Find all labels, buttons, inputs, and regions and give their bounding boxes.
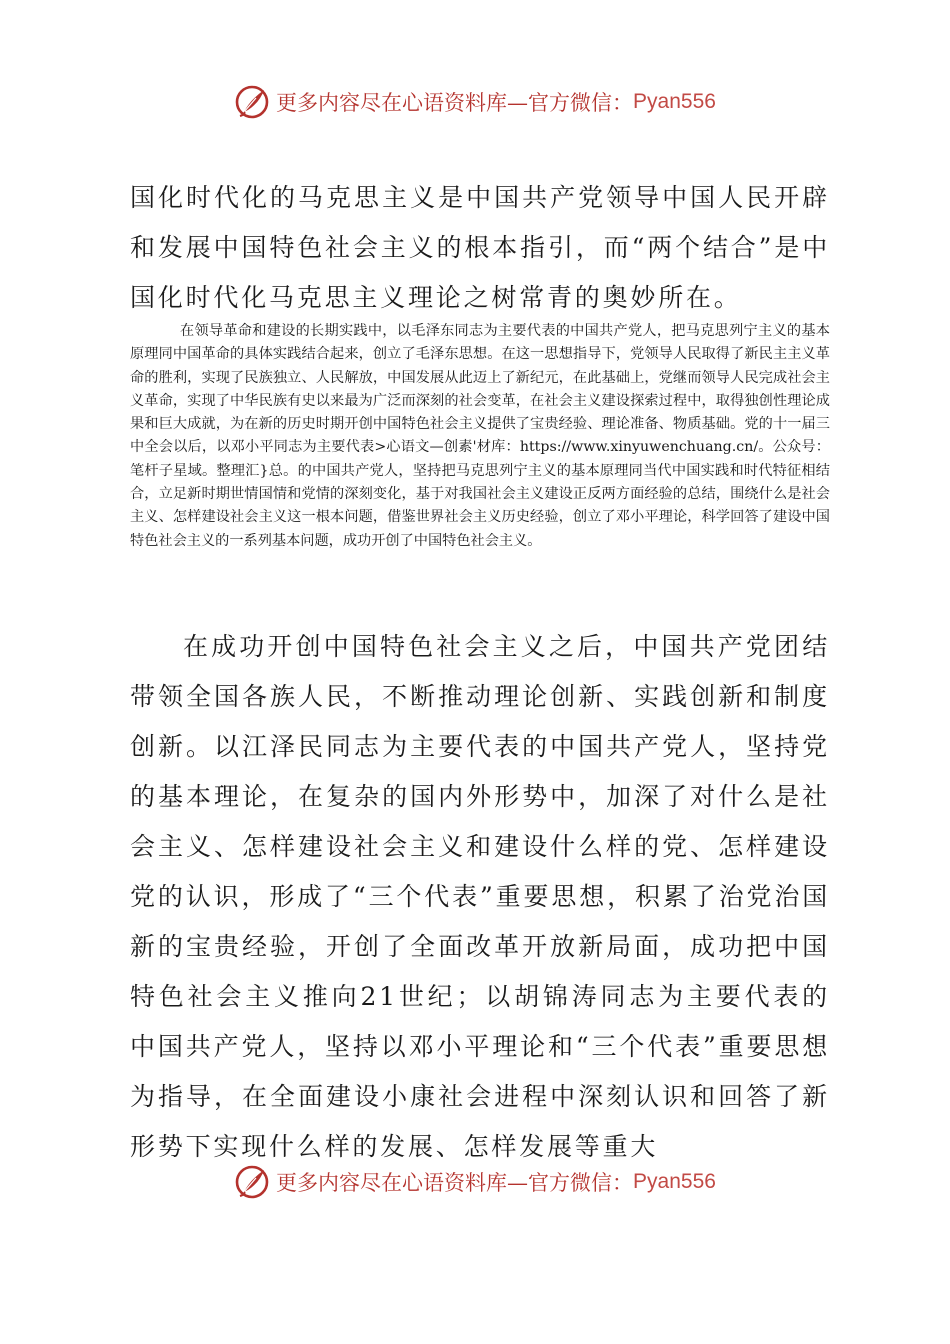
footer-wechat-id: Pyan556: [633, 1170, 716, 1193]
header-banner-text: 更多内容尽在心语资料库—官方微信：: [276, 91, 634, 115]
body-paragraph-2: 在领导革命和建设的长期实践中，以毛泽东同志为主要代表的中国共产党人，把马克思列宁主义的基本原理同中国革命的具体实践结合起来，创立了毛泽东思想。在这一思想指导下，党领导人民取得了新民主主义革命的胜利，实现了民族独立、人民解放，中国发展从此迈上了新纪元，在此基础上，党继而领导人民完成社会主义革命，实现了中华民族有史以来最为广泛而深刻的社会变革，在社会主义建设探索过程中，取得独创性理论成果和巨大成就，为在新的历史时期开创中国特色社会主义提供了宝贵经验、理论准备、物质基础。党的十一届三中全会以后，以邓小平同志为主要代表>心语文—创素'材库：https://www.xinyuwenchuang.cn/。公众号：笔杆子星域。整理汇}总。的中国共产党人，坚持把马克思列宁主义的基本原理同当代中国实践和时代特征相结合，立足新时期世情国情和党情的深刻变化，基于对我国社会主义建设正反两方面经验的总结，围绕什么是社会主义、怎样建设社会主义这一根本问题，借鉴世界社会主义历史经验，创立了邓小平理论，科学回答了建设中国特色社会主义的一系列基本问题，成功开创了中国特色社会主义。: [130, 323, 830, 549]
body-paragraph-1: 国化时代化的马克思主义是中国共产党领导中国人民开辟和发展中国特色社会主义的根本指引，而“两个结合”是中国化时代化马克思主义理论之树常青的奥妙所在。: [130, 183, 830, 312]
header-banner: [0, 80, 950, 124]
footer-banner: [0, 1160, 950, 1204]
quill-pen-logo-icon: [234, 82, 274, 122]
header-wechat-id: Pyan556: [633, 90, 716, 113]
quill-pen-logo-icon: [234, 1162, 274, 1202]
body-paragraph-3: 在成功开创中国特色社会主义之后，中国共产党团结带领全国各族人民，不断推动理论创新、实践创新和制度创新。以江泽民同志为主要代表的中国共产党人，坚持党的基本理论，在复杂的国内外形势中，加深了对什么是社会主义、怎样建设社会主义和建设什么样的党、怎样建设党的认识，形成了“三个代表”重要思想，积累了治党治国新的宝贵经验，开创了全面改革开放新局面，成功把中国特色社会主义推向21世纪；以胡锦涛同志为主要代表的中国共产党人，坚持以邓小平理论和“三个代表”重要思想为指导，在全面建设小康社会进程中深刻认识和回答了新形势下实现什么样的发展、怎样发展等重大: [130, 632, 830, 1161]
footer-banner-text: 更多内容尽在心语资料库—官方微信：: [276, 1171, 634, 1195]
